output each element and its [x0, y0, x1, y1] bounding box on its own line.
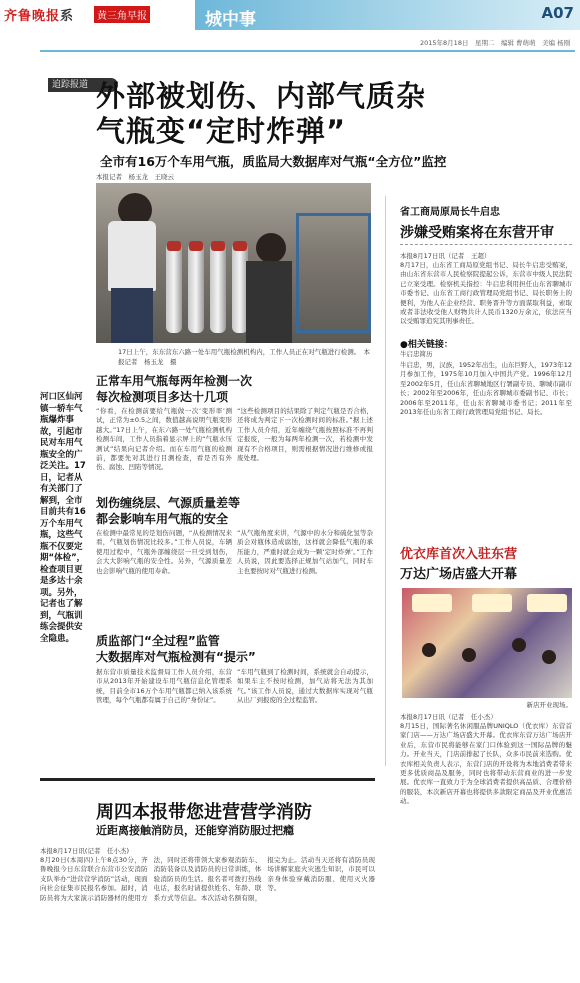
- right-headline: 涉嫌受贿案将在东营开审: [400, 225, 554, 241]
- cylinder-shape: [166, 243, 182, 333]
- bottom-headline: 周四本报带您进营营学消防: [96, 802, 312, 823]
- worker2-head: [256, 233, 286, 263]
- body-text: “这些检测项目的结果除了判定气瓶是否合格，还将成为判定下一次检测时间的标准。”据上述工作人员介绍，近年缠绕气瓶按照标准不再判定报废，一般为每两年检测一次，若检测中发现有不合格项目，则需根据情况进行维修或报废处理。: [237, 407, 373, 463]
- cylinder-shape: [210, 243, 226, 333]
- section-heading-3: 质监部门“全过程”监管: [96, 634, 220, 648]
- valve-shape: [211, 241, 225, 251]
- byline: 本报记者 杨玉龙 王晓云: [96, 173, 174, 181]
- bottom-subheadline: 近距离接触消防员，还能穿消防服过把瘾: [96, 824, 294, 837]
- rack-shape: [296, 213, 371, 333]
- section-heading-1b: 每次检测项目多达十几项: [96, 390, 229, 404]
- store-photo-caption: 新店开业现场。: [526, 701, 572, 709]
- page-number: A07: [541, 4, 574, 22]
- headline-line1: 外部被划伤、内部气质杂: [96, 79, 427, 113]
- section-heading-2: 划伤缠绕层、气源质量差等: [96, 496, 241, 510]
- lead-photo: [96, 183, 371, 343]
- cylinder-shape: [188, 243, 204, 333]
- edition-tag: 黄三角早报: [94, 6, 150, 23]
- masthead: [0, 0, 580, 30]
- kicker-label: 追踪报道: [48, 78, 118, 92]
- ceiling-light: [412, 594, 452, 612]
- body-text: “车用气瓶到了检测时间，系统就会自动提示，如果车主不按时检测，加气站将无法为其加气。”该工作人员说，通过大数据库实现对气瓶从出厂到报废的全过程监管。: [237, 668, 373, 705]
- section-title: 城中事: [205, 10, 256, 30]
- newspaper-logo: 齐鲁晚报系: [4, 9, 75, 24]
- worker2-body: [246, 261, 292, 343]
- top-rule: [40, 50, 575, 52]
- shopper-shape: [462, 648, 476, 662]
- valve-shape: [233, 241, 247, 251]
- shopper-shape: [512, 638, 526, 652]
- right-byline: 本报8月17日讯（记者 王超）: [400, 252, 491, 260]
- uniqlo-headline-1: 优衣库首次入驻东营: [400, 547, 518, 562]
- section-heading-2b: 都会影响车用气瓶的安全: [96, 512, 229, 526]
- worker-legs: [111, 288, 153, 343]
- shopper-shape: [422, 643, 436, 657]
- valve-shape: [189, 241, 203, 251]
- column-divider: [385, 196, 386, 766]
- worker-body: [108, 221, 156, 291]
- body-text: “你看，在检测前要给气瓶做一次‘变形率’测试，正常为±0.5之间，数值越高说明气瓶变形越大。”17日上午，在东六路一处气瓶检测机构检测车间，工作人员指着显示屏上的“气瓶水压测试”结果向记者介绍。而在车用气瓶的检测前，都要先对其进行目测检查，看是否有外伤、腐蚀、凹陷等情况。: [96, 407, 232, 472]
- uniqlo-byline: 本报8月17日讯（记者 任小杰）: [400, 713, 497, 721]
- dotted-rule: [400, 244, 572, 245]
- body-text: “从气瓶角度来讲，气源中的水分和硫化氢等杂质会对瓶体造成腐蚀，这样就会降低气瓶的承压能力，严重时就会成为一颗‘定时炸弹’。”工作人员说，因此要选择正规加气站加气，同时车主也要按时对气瓶进行检测。: [237, 529, 373, 575]
- section-heading-3b: 大数据库对气瓶检测有“提示”: [96, 650, 256, 664]
- photo-caption: 17日上午，东东营东六路一处车用气瓶检测机构内，工作人员正在对气瓶进行检测。 本报记者 杨玉龙 摄: [118, 348, 371, 366]
- ceiling-light: [527, 594, 567, 612]
- bottom-rule: [40, 778, 375, 781]
- body-text: 据东营市质量技术监督局工作人员介绍，东营市从2013年开始建设车用气瓶信息化管理系统，目前全市16万个车用气瓶都已纳入该系统管理，每个气瓶都有属于自己的“身份证”。: [96, 668, 232, 705]
- uniqlo-headline-2: 万达广场店盛大开幕: [400, 567, 518, 582]
- right-body: 8月17日，山东省工商局原党组书记、局长牛启忠受贿案，由山东省东营市人民检察院提起公诉，东营市中级人民法院已立案受理。检察机关指控：牛启忠利用担任山东省聊城市市委书记、山东省工商行政管理局党组书记、局长职务上的便利，为他人在企业经营、职务晋升等方面谋取利益，索取或者非法收受他人财物共计人民币1320万余元，依法应当以受贿罪追究其刑事责任。: [400, 261, 572, 326]
- related-links-sub: 牛启忠简历: [400, 350, 433, 358]
- shopper-shape: [542, 650, 556, 664]
- body-text: 在检测中最常见的是划伤问题，“从检测情况来看，气瓶划伤情况比较多。”工作人员说，车辆使用过程中，气瓶外部缠绕层一旦受到划伤，会大大影响气瓶的安全性。另外，气源质量差也会影响气瓶的使用寿命。: [96, 529, 232, 575]
- right-kicker: 省工商局原局长牛启忠: [400, 207, 500, 218]
- dateline: 2015年8月18日 星期二 编辑 曹萌萌 美编 杨刚: [420, 39, 571, 47]
- side-summary: 河口区仙河镇一轿车气瓶爆炸事故，引起市民对车用气瓶安全的广泛关注。17日，记者从有关部门了解到，全市目前共有16万个车用气瓶，这些气瓶不仅要定期“体检”，检查项目更是多达十余项。另外，记者也了解到，气瓶训练会提供安全隐患。: [40, 392, 86, 644]
- subheadline: 全市有16万个车用气瓶，质监局大数据库对气瓶“全方位”监控: [100, 154, 447, 169]
- uniqlo-body: 8月15日，国际著名休闲服品牌UNIQLO（优衣库）东营首家门店——万达广场店盛大开幕。优衣库东营万达广场店开业后，东营市民将能够在家门口体验到这一国际品牌的魅力。开业当天，门店前排起了长队，众多市民前来选购。优衣库相关负责人表示，东营门店的开设将为本地消费者带来更多优质商品及服务，同时也将带动东营商业的进一步发展。优衣库一直致力于为全球消费者提供高品质、合理价格的服装，本次新店开幕也将提供多款限定商品及开业优惠活动。: [400, 722, 572, 806]
- store-photo: [402, 588, 572, 698]
- valve-shape: [167, 241, 181, 251]
- headline-line2: 气瓶变“定时炸弹”: [96, 114, 347, 148]
- ceiling-light: [472, 594, 512, 612]
- section-heading-1: 正常车用气瓶每两年检测一次: [96, 374, 253, 388]
- related-links-body: 牛启忠，男，汉族，1952年出生，山东巨野人，1973年12月参加工作，1975年10月加入中国共产党。1996年12月至2002年5月，任山东省聊城地区行署副专员、聊城市副市长；2002年至2006年，任山东省聊城市委副书记、市长；2006年至2011年，任山东省聊城市委书记；2011年至2013年任山东省工商行政管理局党组书记、局长。: [400, 361, 572, 417]
- bottom-byline: 本报8月17日讯(记者 任小杰): [40, 847, 129, 855]
- bottom-body: 8月20日(本周四)上午8点30分，齐鲁晚报今日东营联合东营市公安消防支队举办“进营营学消防”活动，现面向社会征集市民报名参加。届时，消防员将为大家演示消防器材的使用方法，同时还将带领大家参观消防车、消防装备以及消防员的日常训练，体验消防员的生活。报名者可拨打热线电话，报名时请提供姓名、年龄、联系方式等信息。本次活动名额有限，报完为止。活动当天还将有消防员现场讲解家庭火灾逃生知识，市民可以亲身体验穿戴消防服、使用灭火器等。: [40, 856, 375, 902]
- related-links-head: ●相关链接：: [400, 340, 453, 350]
